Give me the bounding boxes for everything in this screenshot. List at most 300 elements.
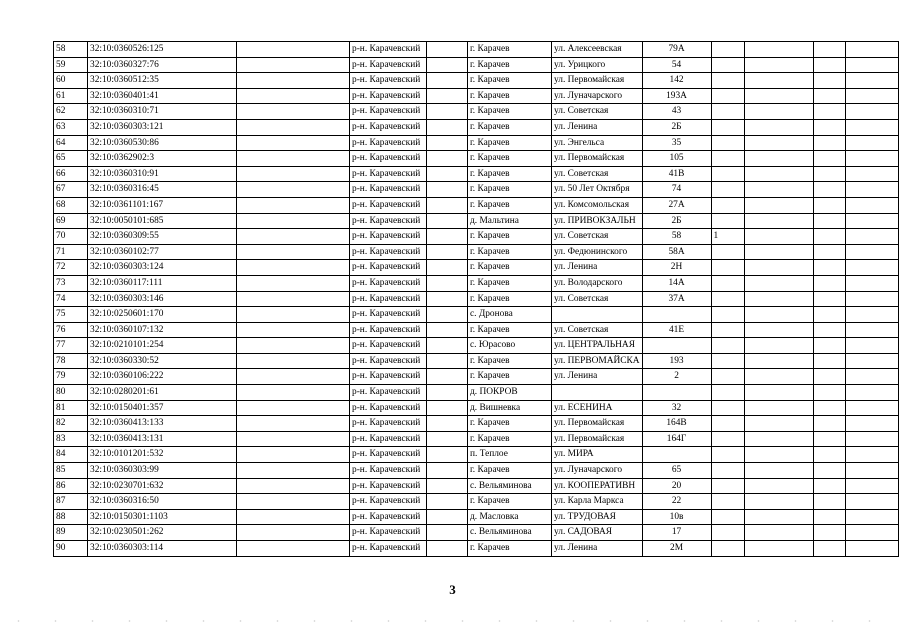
locality-cell: г. Карачев (468, 369, 552, 385)
street-cell: ул. ПЕРВОМАЙСКА (552, 353, 643, 369)
cadastral-number-cell: 32:10:0360303:114 (88, 541, 237, 557)
empty-cell (813, 244, 845, 260)
extra-cell (711, 104, 744, 120)
street-cell: ул. Федюнинского (552, 244, 643, 260)
empty-cell (845, 509, 898, 525)
cadastral-number-cell: 32:10:0210101:254 (88, 338, 237, 354)
street-cell: ул. Ленина (552, 119, 643, 135)
empty-cell (744, 42, 813, 58)
district-cell: р-н. Карачевский (350, 431, 427, 447)
locality-cell: с. Юрасово (468, 338, 552, 354)
empty-cell (813, 416, 845, 432)
street-cell: ул. Советская (552, 229, 643, 245)
street-cell: ул. Ленина (552, 541, 643, 557)
locality-cell: г. Карачев (468, 104, 552, 120)
empty-cell (813, 369, 845, 385)
cadastral-number-cell: 32:10:0230701:632 (88, 478, 237, 494)
extra-cell (711, 260, 744, 276)
empty-cell (744, 260, 813, 276)
empty-cell (813, 322, 845, 338)
row-number-cell: 83 (54, 431, 88, 447)
cadastral-number-cell: 32:10:0230501:262 (88, 525, 237, 541)
cadastral-number-cell: 32:10:0360303:124 (88, 260, 237, 276)
house-number-cell: 20 (642, 478, 711, 494)
house-number-cell: 58А (642, 244, 711, 260)
empty-cell (744, 166, 813, 182)
locality-cell: г. Карачев (468, 135, 552, 151)
empty-cell (813, 338, 845, 354)
cadastral-number-cell: 32:10:0360309:55 (88, 229, 237, 245)
table-row (54, 244, 899, 260)
district-cell: р-н. Карачевский (350, 369, 427, 385)
empty-cell (237, 229, 350, 245)
cadastral-number-cell: 32:10:0150301:1103 (88, 509, 237, 525)
scan-artifact (0, 618, 905, 626)
locality-cell: г. Карачев (468, 416, 552, 432)
extra-cell (711, 447, 744, 463)
extra-cell (711, 197, 744, 213)
district-cell: р-н. Карачевский (350, 541, 427, 557)
cadastral-number-cell: 32:10:0362902:3 (88, 151, 237, 167)
house-number-cell: 142 (642, 73, 711, 89)
empty-cell (744, 463, 813, 479)
street-cell: ул. КООПЕРАТИВН (552, 478, 643, 494)
empty-cell (845, 229, 898, 245)
table-row (54, 494, 899, 510)
empty-cell (237, 197, 350, 213)
cadastral-number-cell: 32:10:0360327:76 (88, 57, 237, 73)
empty-cell (427, 119, 468, 135)
empty-cell (427, 151, 468, 167)
house-number-cell (642, 385, 711, 401)
row-number-cell: 65 (54, 151, 88, 167)
cadastral-number-cell: 32:10:0360330:52 (88, 353, 237, 369)
empty-cell (237, 353, 350, 369)
empty-cell (845, 307, 898, 323)
street-cell: ул. Первомайская (552, 431, 643, 447)
locality-cell: г. Карачев (468, 42, 552, 58)
table-row (54, 509, 899, 525)
house-number-cell: 65 (642, 463, 711, 479)
table-row (54, 322, 899, 338)
table-row (54, 525, 899, 541)
table-row (54, 416, 899, 432)
empty-cell (744, 307, 813, 323)
street-cell: ул. Урицкого (552, 57, 643, 73)
house-number-cell: 22 (642, 494, 711, 510)
table-row (54, 88, 899, 104)
extra-cell (711, 213, 744, 229)
table-row (54, 229, 899, 245)
row-number-cell: 78 (54, 353, 88, 369)
cadastral-number-cell: 32:10:0360310:71 (88, 104, 237, 120)
locality-cell: г. Карачев (468, 260, 552, 276)
house-number-cell: 14А (642, 275, 711, 291)
empty-cell (744, 151, 813, 167)
street-cell: ул. ЦЕНТРАЛЬНАЯ (552, 338, 643, 354)
table-row (54, 197, 899, 213)
cadastral-number-cell: 32:10:0360530:86 (88, 135, 237, 151)
empty-cell (744, 229, 813, 245)
extra-cell (711, 353, 744, 369)
locality-cell: г. Карачев (468, 119, 552, 135)
district-cell: р-н. Карачевский (350, 73, 427, 89)
cadastral-number-cell: 32:10:0360107:132 (88, 322, 237, 338)
row-number-cell: 58 (54, 42, 88, 58)
empty-cell (845, 322, 898, 338)
row-number-cell: 73 (54, 275, 88, 291)
table-row (54, 182, 899, 198)
table-row (54, 353, 899, 369)
empty-cell (744, 541, 813, 557)
extra-cell (711, 244, 744, 260)
house-number-cell: 37А (642, 291, 711, 307)
empty-cell (237, 151, 350, 167)
locality-cell: г. Карачев (468, 151, 552, 167)
empty-cell (237, 525, 350, 541)
empty-cell (813, 478, 845, 494)
locality-cell: г. Карачев (468, 431, 552, 447)
table-row (54, 135, 899, 151)
extra-cell (711, 338, 744, 354)
empty-cell (237, 291, 350, 307)
locality-cell: с. Вельяминова (468, 525, 552, 541)
extra-cell: 1 (711, 229, 744, 245)
cadastral-number-cell: 32:10:0361101:167 (88, 197, 237, 213)
street-cell: ул. Энгельса (552, 135, 643, 151)
table-row (54, 151, 899, 167)
empty-cell (813, 431, 845, 447)
district-cell: р-н. Карачевский (350, 385, 427, 401)
locality-cell: д. Масловка (468, 509, 552, 525)
empty-cell (427, 197, 468, 213)
cadastral-number-cell: 32:10:0360401:41 (88, 88, 237, 104)
cadastral-number-cell: 32:10:0360310:91 (88, 166, 237, 182)
empty-cell (845, 151, 898, 167)
cadastral-number-cell: 32:10:0360512:35 (88, 73, 237, 89)
empty-cell (427, 509, 468, 525)
empty-cell (813, 494, 845, 510)
locality-cell: д. Мальтина (468, 213, 552, 229)
empty-cell (845, 197, 898, 213)
empty-cell (813, 447, 845, 463)
district-cell: р-н. Карачевский (350, 275, 427, 291)
empty-cell (744, 244, 813, 260)
row-number-cell: 69 (54, 213, 88, 229)
empty-cell (237, 463, 350, 479)
empty-cell (744, 353, 813, 369)
empty-cell (237, 494, 350, 510)
house-number-cell: 105 (642, 151, 711, 167)
empty-cell (845, 73, 898, 89)
district-cell: р-н. Карачевский (350, 88, 427, 104)
empty-cell (744, 197, 813, 213)
row-number-cell: 82 (54, 416, 88, 432)
row-number-cell: 60 (54, 73, 88, 89)
extra-cell (711, 431, 744, 447)
empty-cell (427, 104, 468, 120)
empty-cell (744, 447, 813, 463)
empty-cell (744, 431, 813, 447)
street-cell: ул. ПРИВОКЗАЛЬН (552, 213, 643, 229)
empty-cell (813, 229, 845, 245)
extra-cell (711, 119, 744, 135)
empty-cell (744, 119, 813, 135)
house-number-cell: 43 (642, 104, 711, 120)
empty-cell (845, 385, 898, 401)
empty-cell (744, 338, 813, 354)
extra-cell (711, 57, 744, 73)
empty-cell (845, 478, 898, 494)
house-number-cell: 164Г (642, 431, 711, 447)
empty-cell (845, 213, 898, 229)
row-number-cell: 79 (54, 369, 88, 385)
empty-cell (845, 119, 898, 135)
house-number-cell: 54 (642, 57, 711, 73)
empty-cell (237, 385, 350, 401)
empty-cell (813, 509, 845, 525)
empty-cell (744, 57, 813, 73)
empty-cell (427, 73, 468, 89)
locality-cell: д. ПОКРОВ (468, 385, 552, 401)
empty-cell (845, 400, 898, 416)
table-row (54, 338, 899, 354)
street-cell: ул. Первомайская (552, 73, 643, 89)
locality-cell: г. Карачев (468, 541, 552, 557)
empty-cell (237, 42, 350, 58)
empty-cell (845, 104, 898, 120)
row-number-cell: 64 (54, 135, 88, 151)
empty-cell (427, 541, 468, 557)
extra-cell (711, 369, 744, 385)
empty-cell (813, 42, 845, 58)
cadastral-number-cell: 32:10:0050101:685 (88, 213, 237, 229)
street-cell: ул. ЕСЕНИНА (552, 400, 643, 416)
cadastral-number-cell: 32:10:0250601:170 (88, 307, 237, 323)
street-cell: ул. Володарского (552, 275, 643, 291)
table-row (54, 275, 899, 291)
empty-cell (813, 275, 845, 291)
row-number-cell: 70 (54, 229, 88, 245)
cadastral-number-cell: 32:10:0360102:77 (88, 244, 237, 260)
empty-cell (845, 291, 898, 307)
empty-cell (237, 400, 350, 416)
empty-cell (744, 275, 813, 291)
empty-cell (237, 135, 350, 151)
empty-cell (427, 244, 468, 260)
row-number-cell: 88 (54, 509, 88, 525)
street-cell (552, 307, 643, 323)
street-cell: ул. САДОВАЯ (552, 525, 643, 541)
house-number-cell: 164В (642, 416, 711, 432)
empty-cell (237, 431, 350, 447)
empty-cell (237, 307, 350, 323)
table-row (54, 57, 899, 73)
locality-cell: г. Карачев (468, 275, 552, 291)
house-number-cell: 32 (642, 400, 711, 416)
empty-cell (813, 525, 845, 541)
empty-cell (744, 104, 813, 120)
row-number-cell: 85 (54, 463, 88, 479)
district-cell: р-н. Карачевский (350, 322, 427, 338)
row-number-cell: 75 (54, 307, 88, 323)
table-row (54, 463, 899, 479)
locality-cell: п. Теплое (468, 447, 552, 463)
empty-cell (744, 369, 813, 385)
street-cell: ул. Алексеевская (552, 42, 643, 58)
empty-cell (744, 494, 813, 510)
district-cell: р-н. Карачевский (350, 307, 427, 323)
district-cell: р-н. Карачевский (350, 166, 427, 182)
empty-cell (813, 197, 845, 213)
empty-cell (845, 416, 898, 432)
extra-cell (711, 494, 744, 510)
extra-cell (711, 42, 744, 58)
street-cell: ул. Советская (552, 322, 643, 338)
street-cell: ул. Луначарского (552, 88, 643, 104)
extra-cell (711, 400, 744, 416)
locality-cell: г. Карачев (468, 322, 552, 338)
district-cell: р-н. Карачевский (350, 291, 427, 307)
house-number-cell: 193 (642, 353, 711, 369)
table-row (54, 307, 899, 323)
empty-cell (845, 88, 898, 104)
street-cell: ул. Ленина (552, 369, 643, 385)
district-cell: р-н. Карачевский (350, 509, 427, 525)
row-number-cell: 81 (54, 400, 88, 416)
page-number: 3 (449, 582, 456, 597)
district-cell: р-н. Карачевский (350, 57, 427, 73)
table-row (54, 73, 899, 89)
table-row (54, 260, 899, 276)
row-number-cell: 68 (54, 197, 88, 213)
empty-cell (813, 182, 845, 198)
table-row (54, 42, 899, 58)
empty-cell (237, 213, 350, 229)
empty-cell (427, 291, 468, 307)
district-cell: р-н. Карачевский (350, 338, 427, 354)
extra-cell (711, 541, 744, 557)
extra-cell (711, 385, 744, 401)
empty-cell (813, 260, 845, 276)
row-number-cell: 89 (54, 525, 88, 541)
empty-cell (845, 525, 898, 541)
locality-cell: г. Карачев (468, 494, 552, 510)
cadastral-number-cell: 32:10:0360117:111 (88, 275, 237, 291)
empty-cell (813, 307, 845, 323)
row-number-cell: 61 (54, 88, 88, 104)
district-cell: р-н. Карачевский (350, 478, 427, 494)
empty-cell (813, 135, 845, 151)
empty-cell (813, 88, 845, 104)
table-row (54, 104, 899, 120)
cadastral-number-cell: 32:10:0360413:131 (88, 431, 237, 447)
empty-cell (237, 260, 350, 276)
empty-cell (845, 260, 898, 276)
table-row (54, 478, 899, 494)
locality-cell: с. Вельяминова (468, 478, 552, 494)
cadastral-number-cell: 32:10:0280201:61 (88, 385, 237, 401)
street-cell: ул. Карла Маркса (552, 494, 643, 510)
empty-cell (427, 166, 468, 182)
district-cell: р-н. Карачевский (350, 400, 427, 416)
table-row (54, 385, 899, 401)
table-row (54, 119, 899, 135)
empty-cell (845, 338, 898, 354)
empty-cell (845, 369, 898, 385)
house-number-cell: 2Н (642, 260, 711, 276)
house-number-cell: 2М (642, 541, 711, 557)
house-number-cell (642, 338, 711, 354)
empty-cell (744, 88, 813, 104)
row-number-cell: 87 (54, 494, 88, 510)
extra-cell (711, 416, 744, 432)
empty-cell (845, 353, 898, 369)
district-cell: р-н. Карачевский (350, 463, 427, 479)
empty-cell (813, 119, 845, 135)
locality-cell: г. Карачев (468, 353, 552, 369)
house-number-cell: 58 (642, 229, 711, 245)
extra-cell (711, 166, 744, 182)
empty-cell (845, 494, 898, 510)
empty-cell (427, 338, 468, 354)
locality-cell: г. Карачев (468, 57, 552, 73)
row-number-cell: 84 (54, 447, 88, 463)
empty-cell (845, 182, 898, 198)
locality-cell: г. Карачев (468, 463, 552, 479)
empty-cell (845, 244, 898, 260)
empty-cell (427, 260, 468, 276)
empty-cell (427, 463, 468, 479)
empty-cell (427, 478, 468, 494)
empty-cell (744, 135, 813, 151)
empty-cell (237, 338, 350, 354)
row-number-cell: 59 (54, 57, 88, 73)
street-cell: ул. ТРУДОВАЯ (552, 509, 643, 525)
empty-cell (744, 213, 813, 229)
extra-cell (711, 463, 744, 479)
extra-cell (711, 307, 744, 323)
empty-cell (427, 385, 468, 401)
empty-cell (237, 447, 350, 463)
empty-cell (237, 509, 350, 525)
district-cell: р-н. Карачевский (350, 213, 427, 229)
street-cell: ул. Советская (552, 104, 643, 120)
table-row (54, 447, 899, 463)
locality-cell: с. Дронова (468, 307, 552, 323)
empty-cell (813, 166, 845, 182)
empty-cell (427, 307, 468, 323)
house-number-cell: 193А (642, 88, 711, 104)
empty-cell (813, 463, 845, 479)
extra-cell (711, 478, 744, 494)
row-number-cell: 80 (54, 385, 88, 401)
table-row (54, 431, 899, 447)
locality-cell: г. Карачев (468, 166, 552, 182)
cadastral-number-cell: 32:10:0360303:121 (88, 119, 237, 135)
empty-cell (427, 322, 468, 338)
empty-cell (427, 135, 468, 151)
empty-cell (813, 541, 845, 557)
empty-cell (427, 416, 468, 432)
district-cell: р-н. Карачевский (350, 151, 427, 167)
street-cell: ул. Первомайская (552, 151, 643, 167)
row-number-cell: 72 (54, 260, 88, 276)
empty-cell (813, 385, 845, 401)
extra-cell (711, 525, 744, 541)
table-row (54, 166, 899, 182)
street-cell: ул. 50 Лет Октября (552, 182, 643, 198)
